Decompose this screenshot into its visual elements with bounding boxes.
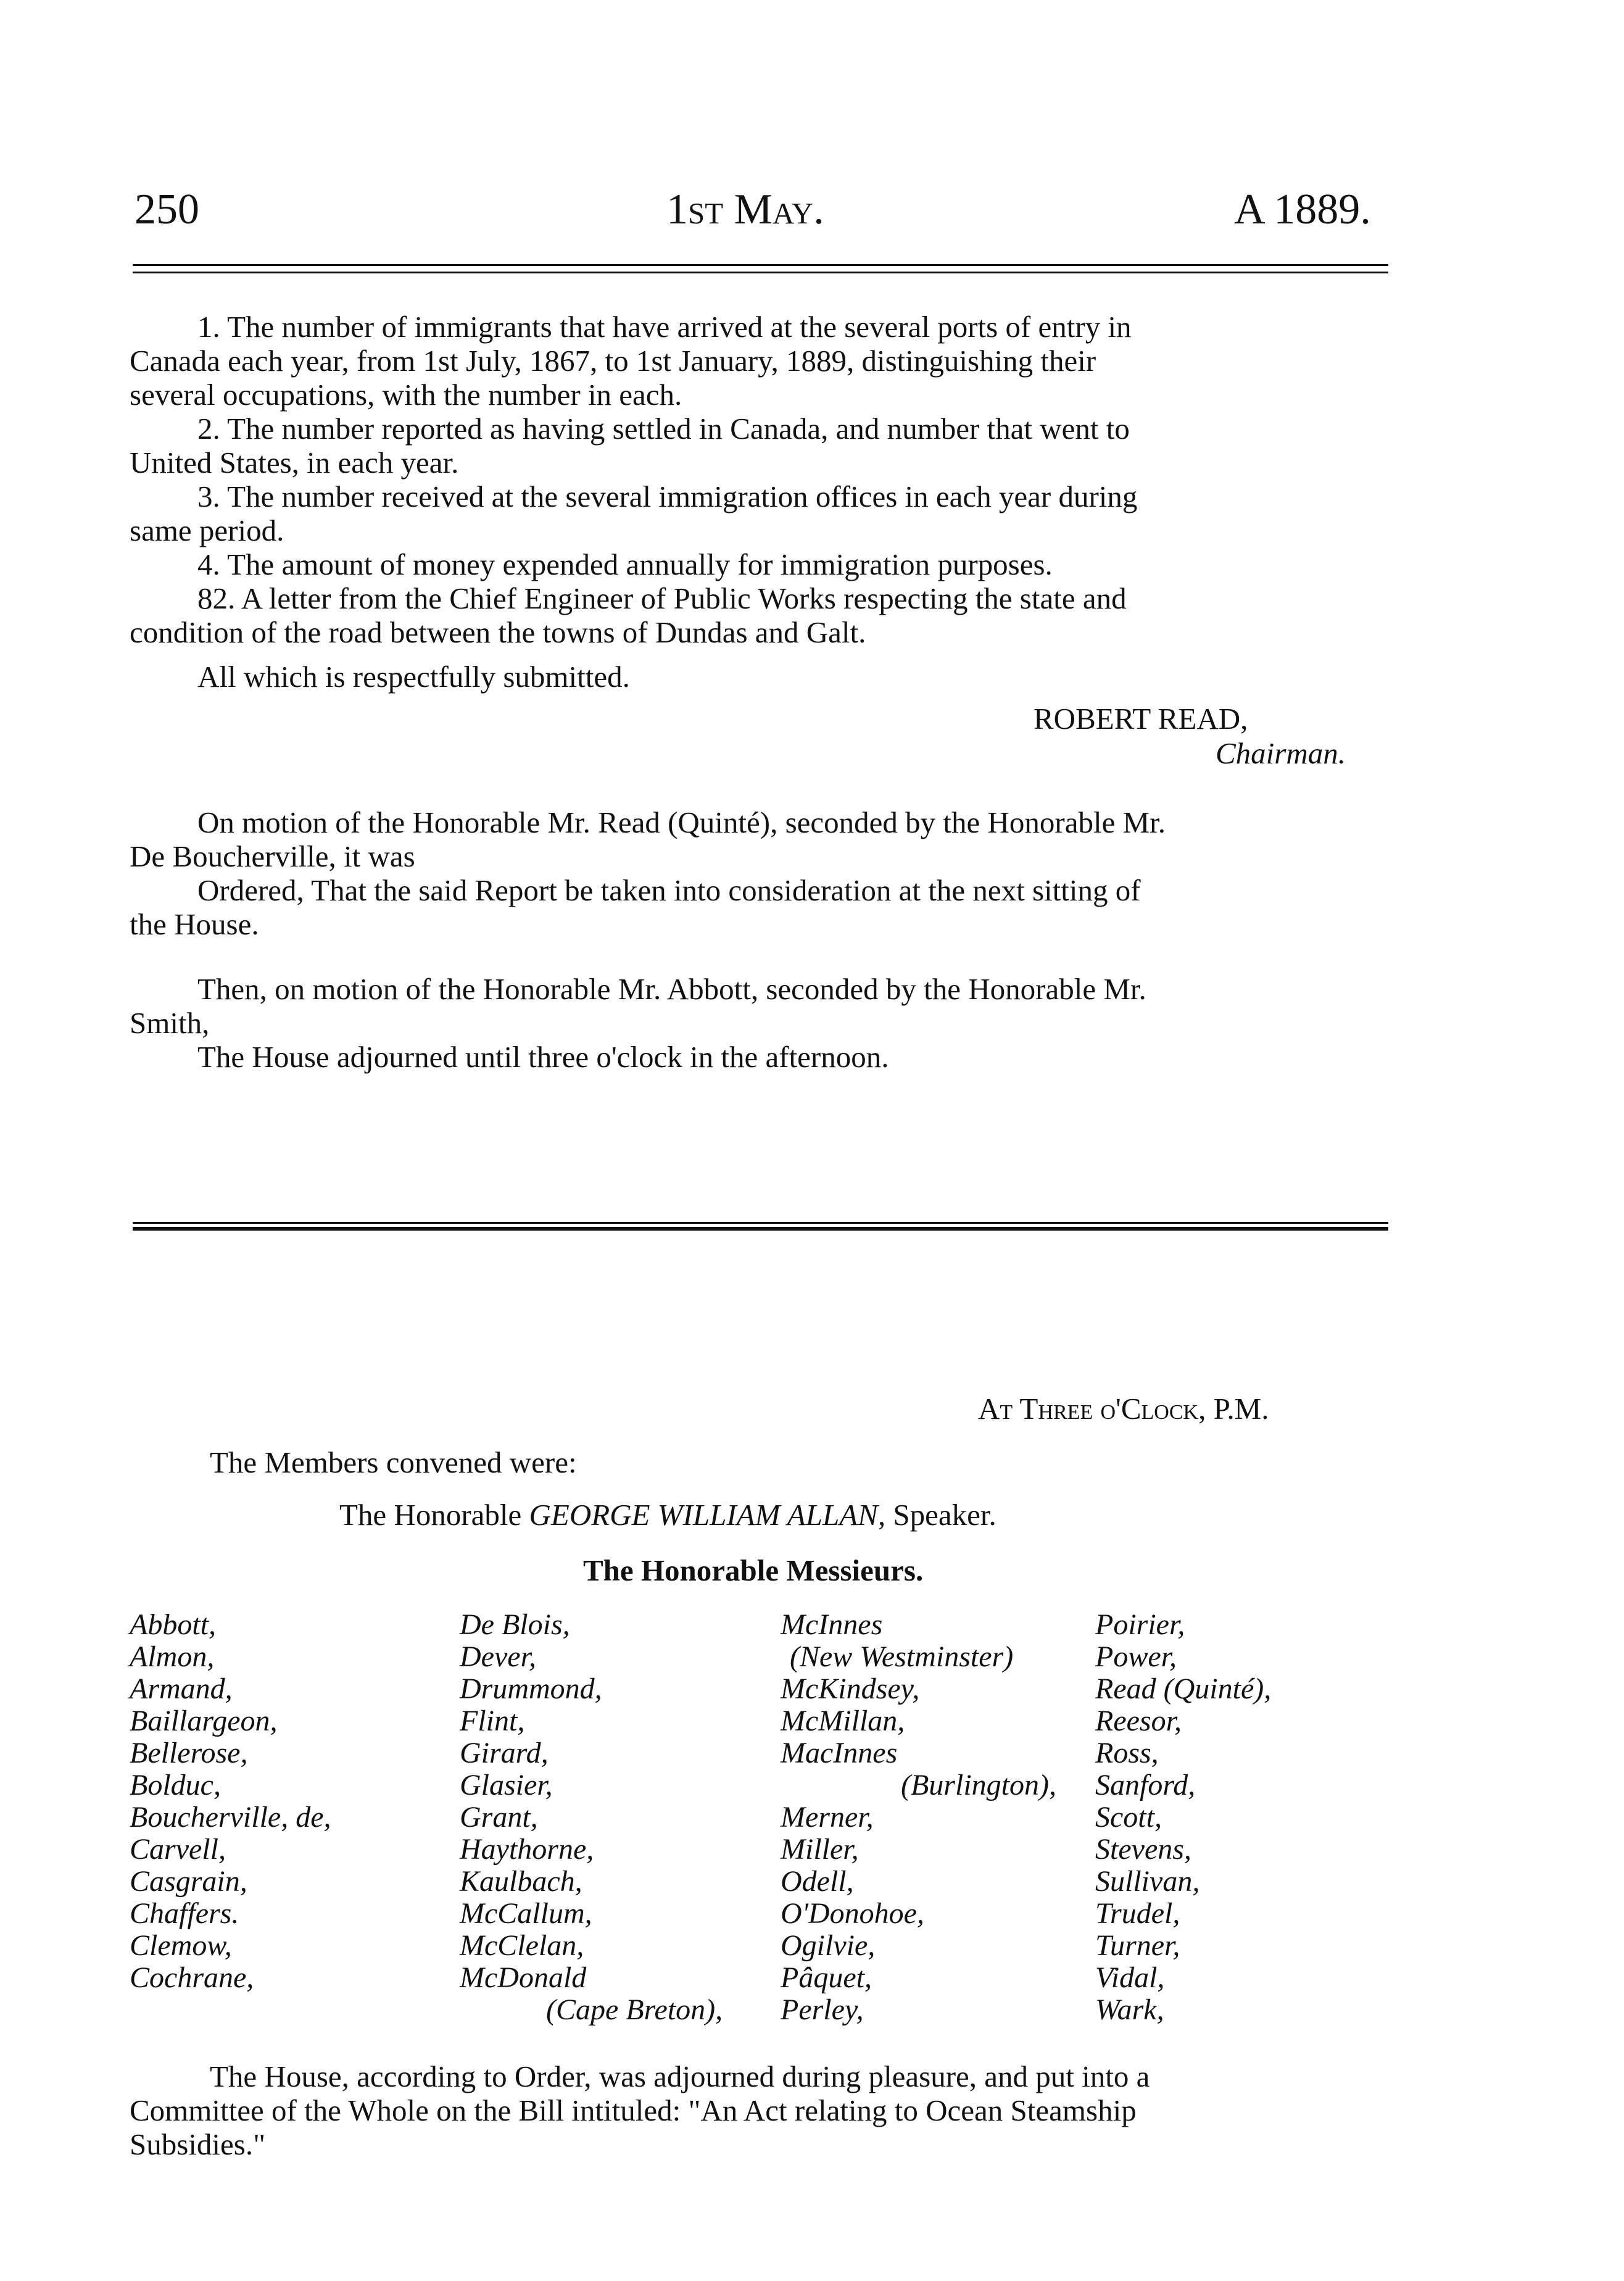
page-date: 1st May. bbox=[666, 186, 824, 233]
member-col4-row8: Stevens, bbox=[1095, 1833, 1191, 1866]
item-3-line-2: same period. bbox=[130, 513, 284, 547]
member-col1-row3: Armand, bbox=[130, 1672, 233, 1705]
member-col4-row13: Wark, bbox=[1095, 1993, 1164, 2026]
messieurs-heading: The Honorable Messieurs. bbox=[583, 1553, 924, 1587]
member-col4-row9: Sullivan, bbox=[1095, 1865, 1200, 1898]
member-col2-row1: De Blois, bbox=[460, 1608, 570, 1641]
motion2-line-1: Then, on motion of the Honorable Mr. Abbott, seconded by the Honorable Mr. bbox=[197, 972, 1146, 1006]
item-4-line-1: 4. The amount of money expended annually for immigration purposes. bbox=[197, 547, 1053, 581]
ordered-line-2: the House. bbox=[130, 907, 259, 941]
member-col2-row2: Dever, bbox=[460, 1640, 536, 1673]
page-year: A 1889. bbox=[1234, 186, 1371, 233]
member-col1-row1: Abbott, bbox=[130, 1608, 216, 1641]
member-col1-row2: Almon, bbox=[130, 1640, 215, 1673]
afternoon-time: At Three o'Clock, P.M. bbox=[978, 1392, 1269, 1426]
item-2-line-2: United States, in each year. bbox=[130, 446, 459, 480]
speaker-line bbox=[339, 1500, 996, 1530]
member-col3-row7: Merner, bbox=[781, 1801, 874, 1834]
item-1-line-2: Canada each year, from 1st July, 1867, to 1st January, 1889, distinguishing their bbox=[130, 344, 1096, 378]
member-col3-row8: Miller, bbox=[781, 1833, 859, 1866]
member-col1-row4: Baillargeon, bbox=[130, 1705, 278, 1737]
signature-title: Chairman. bbox=[1216, 736, 1346, 770]
members-convened: The Members convened were: bbox=[210, 1445, 577, 1479]
member-col2-row6: Glasier, bbox=[460, 1769, 553, 1801]
member-col1-row11: Clemow, bbox=[130, 1929, 232, 1962]
member-col2-row10: McCallum, bbox=[460, 1897, 592, 1930]
member-col3-row2: (New Westminster) bbox=[790, 1640, 1014, 1673]
motion1-line-1: On motion of the Honorable Mr. Read (Quinté), seconded by the Honorable Mr. bbox=[197, 805, 1166, 839]
closing-line-3: Subsidies." bbox=[130, 2127, 266, 2161]
member-col3-row5: MacInnes bbox=[781, 1737, 898, 1769]
motion2-line-2: Smith, bbox=[130, 1006, 210, 1040]
item-3-line-1: 3. The number received at the several immigration offices in each year during bbox=[197, 480, 1138, 513]
motion1-line-2: De Boucherville, it was bbox=[130, 839, 415, 873]
member-col3-row11: Ogilvie, bbox=[781, 1929, 876, 1962]
member-col4-row7: Scott, bbox=[1095, 1801, 1162, 1834]
closing-line-1: The House, according to Order, was adjourned during pleasure, and put into a bbox=[210, 2059, 1150, 2093]
submitted-line: All which is respectfully submitted. bbox=[197, 660, 630, 694]
header-rule-bottom bbox=[133, 272, 1388, 273]
member-col1-row8: Carvell, bbox=[130, 1833, 226, 1866]
member-col4-row3: Read (Quinté), bbox=[1095, 1672, 1272, 1705]
item-82-line-2: condition of the road between the towns of Dundas and Galt. bbox=[130, 615, 866, 649]
item-1-line-3: several occupations, with the number in each. bbox=[130, 378, 682, 412]
closing-line-2: Committee of the Whole on the Bill intituled: "An Act relating to Ocean Steamship bbox=[130, 2093, 1137, 2127]
item-2-line-1: 2. The number reported as having settled in Canada, and number that went to bbox=[197, 412, 1130, 446]
member-col2-row5: Girard, bbox=[460, 1737, 549, 1769]
page-number: 250 bbox=[135, 186, 199, 233]
member-col3-row6: (Burlington), bbox=[901, 1769, 1056, 1801]
member-col4-row1: Poirier, bbox=[1095, 1608, 1185, 1641]
member-col4-row11: Turner, bbox=[1095, 1929, 1180, 1962]
member-col4-row2: Power, bbox=[1095, 1640, 1177, 1673]
member-col3-row4: McMillan, bbox=[781, 1705, 905, 1737]
member-col1-row12: Cochrane, bbox=[130, 1961, 254, 1994]
member-col2-row13: (Cape Breton), bbox=[546, 1993, 723, 2026]
member-col4-row6: Sanford, bbox=[1095, 1769, 1196, 1801]
signature-name: ROBERT READ, bbox=[1034, 702, 1248, 736]
item-1-line-1: 1. The number of immigrants that have arrived at the several ports of entry in bbox=[197, 310, 1132, 344]
member-col2-row8: Haythorne, bbox=[460, 1833, 594, 1866]
section-divider-top bbox=[133, 1222, 1388, 1224]
member-col1-row5: Bellerose, bbox=[130, 1737, 248, 1769]
adjourned-line: The House adjourned until three o'clock in the afternoon. bbox=[197, 1040, 889, 1074]
speaker-prefix: The Honorable bbox=[339, 1498, 522, 1532]
member-col4-row10: Trudel, bbox=[1095, 1897, 1180, 1930]
member-col4-row12: Vidal, bbox=[1095, 1961, 1165, 1994]
ordered-line-1: Ordered, That the said Report be taken into consideration at the next sitting of bbox=[197, 873, 1141, 907]
item-82-line-1: 82. A letter from the Chief Engineer of Public Works respecting the state and bbox=[197, 581, 1127, 615]
speaker-suffix: Speaker. bbox=[893, 1498, 996, 1532]
member-col2-row9: Kaulbach, bbox=[460, 1865, 582, 1898]
section-divider-bottom bbox=[133, 1227, 1388, 1231]
member-col1-row7: Boucherville, de, bbox=[130, 1801, 331, 1834]
header-rule-top bbox=[133, 264, 1388, 266]
member-col2-row12: McDonald bbox=[460, 1961, 587, 1994]
member-col1-row9: Casgrain, bbox=[130, 1865, 247, 1898]
member-col3-row9: Odell, bbox=[781, 1865, 854, 1898]
member-col1-row10: Chaffers. bbox=[130, 1897, 239, 1930]
member-col1-row6: Bolduc, bbox=[130, 1769, 221, 1801]
member-col3-row10: O'Donohoe, bbox=[781, 1897, 924, 1930]
member-col2-row11: McClelan, bbox=[460, 1929, 584, 1962]
speaker-name: GEORGE WILLIAM ALLAN, bbox=[529, 1498, 886, 1532]
member-col3-row13: Perley, bbox=[781, 1993, 864, 2026]
member-col2-row4: Flint, bbox=[460, 1705, 525, 1737]
member-col4-row4: Reesor, bbox=[1095, 1705, 1182, 1737]
member-col2-row3: Drummond, bbox=[460, 1672, 602, 1705]
member-col3-row12: Pâquet, bbox=[781, 1961, 872, 1994]
member-col3-row1: McInnes bbox=[781, 1608, 883, 1641]
member-col3-row3: McKindsey, bbox=[781, 1672, 920, 1705]
member-col2-row7: Grant, bbox=[460, 1801, 538, 1834]
member-col4-row5: Ross, bbox=[1095, 1737, 1159, 1769]
